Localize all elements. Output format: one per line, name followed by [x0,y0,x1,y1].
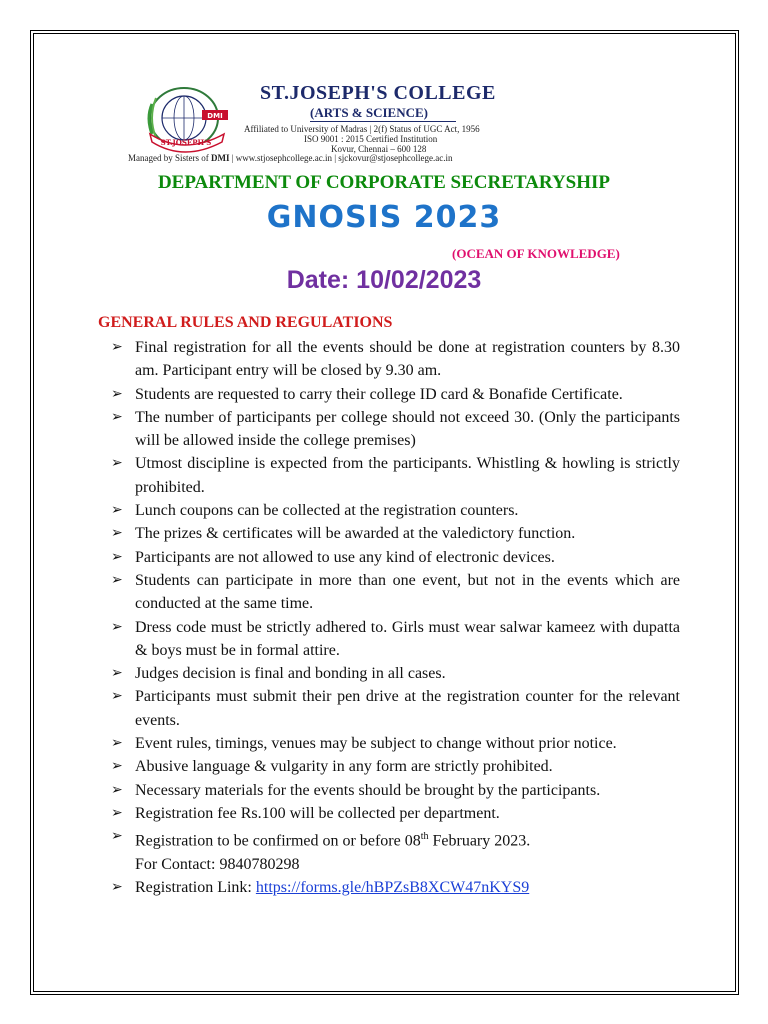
rules-heading: GENERAL RULES AND REGULATIONS [98,314,393,331]
bullet-arrow-icon: ➢ [111,805,123,821]
bullet-arrow-icon: ➢ [111,736,123,752]
college-subtitle-underline [310,121,456,122]
rule-item [105,802,680,825]
rule-item-registration [105,876,680,899]
bullet-arrow-icon: ➢ [111,409,123,425]
rule-item-confirmation [105,825,680,876]
rule-text: Registration fee Rs.100 will be collected per department. [135,804,500,822]
affiliation-line-2: ISO 9001 : 2015 Certified Institution [304,134,438,144]
rule-text: Participants must submit their pen drive at the registration counter for the relevant events. [135,688,680,729]
rule-text: Final registration for all the events should be done at registration counters by 8.30 am. Participant entry will be closed by 9.30 am. [135,339,680,380]
rule-item [105,662,680,685]
rule-text: Judges decision is final and bonding in all cases. [135,665,446,683]
bullet-arrow-icon: ➢ [111,456,123,472]
rule-text: The number of participants per college should not exceed 30. (Only the participants will be allowed inside the college premises) [135,408,680,450]
bullet-arrow-icon: ➢ [111,549,123,565]
confirm-text-ordinal: th [420,831,429,843]
bullet-arrow-icon: ➢ [111,689,123,705]
bullet-arrow-icon: ➢ [111,880,123,896]
rule-text: Lunch coupons can be collected at the registration counters. [135,502,519,520]
rules-list [105,336,680,899]
rule-item [105,499,680,522]
college-logo [142,84,252,154]
rule-text: Students are requested to carry their college ID card & Bonafide Certificate. [135,385,623,403]
managed-by-prefix: Managed by Sisters of [128,153,211,163]
rule-item [105,383,680,406]
registration-label: Registration Link: [135,879,256,897]
logo-dmi-text: DMI [207,112,223,120]
rule-text: Participants are not allowed to use any kind of electronic devices. [135,548,555,566]
affiliation-line-4 [128,153,453,163]
registration-link[interactable]: https://forms.gle/hBPZsB8XCW47nKYS9 [255,879,530,897]
bullet-arrow-icon: ➢ [111,503,123,519]
bullet-arrow-icon: ➢ [111,666,123,682]
affiliation-line-1: Affiliated to University of Madras | 2(f) Status of UGC Act, 1956 [244,124,480,134]
rule-item [105,616,680,663]
contact-number: For Contact: 9840780298 [135,855,300,873]
event-tagline: (OCEAN OF KNOWLEDGE) [452,246,620,261]
rule-text: The prizes & certificates will be awarded at the valedictory function. [135,525,576,543]
rule-text: Necessary materials for the events should be brought by the participants. [135,781,601,799]
logo-banner-text: ST.JOSEPH'S [160,138,212,147]
bullet-arrow-icon: ➢ [111,386,123,402]
college-header [128,82,656,163]
confirm-text-prefix: Registration to be confirmed on or before 08 [135,832,421,850]
rule-item [105,685,680,732]
rule-item [105,406,680,453]
managed-by-dmi: DMI [211,153,230,163]
event-title: GNOSIS 2023 [266,200,502,235]
bullet-arrow-icon: ➢ [111,759,123,775]
rule-item [105,732,680,755]
rule-item [105,522,680,545]
rule-item [105,546,680,569]
rule-item [105,569,680,616]
contact-web-email: | www.stjosephcollege.ac.in | sjckovur@stjosephcollege.ac.in [229,153,453,163]
affiliation-line-3: Kovur, Chennai – 600 128 [331,144,427,154]
event-date: Date: 10/02/2023 [286,266,482,294]
bullet-arrow-icon: ➢ [111,340,123,355]
college-name: ST.JOSEPH'S COLLEGE [260,82,496,104]
bullet-arrow-icon: ➢ [111,782,123,798]
rule-item [105,755,680,778]
rule-text: Dress code must be strictly adhered to. Girls must wear salwar kameez with dupatta & boys must be in formal attire. [135,618,680,659]
rule-item [105,452,680,499]
confirm-text-suffix: February 2023. [428,832,531,850]
rule-text: Students can participate in more than one event, but not in the events which are conducted at the same time. [135,571,680,613]
bullet-arrow-icon: ➢ [111,619,123,635]
rule-item [105,336,680,383]
bullet-arrow-icon: ➢ [111,526,123,542]
rule-text: Event rules, timings, venues may be subject to change without prior notice. [135,735,617,753]
bullet-arrow-icon: ➢ [111,829,123,845]
department-title: DEPARTMENT OF CORPORATE SECRETARYSHIP [157,172,611,193]
rule-text: Utmost discipline is expected from the participants. Whistling & howling is strictly prohibited. [135,455,680,496]
college-subtitle: (ARTS & SCIENCE) [310,105,429,120]
rule-item [105,779,680,802]
rule-text: Abusive language & vulgarity in any form are strictly prohibited. [135,758,553,776]
bullet-arrow-icon: ➢ [111,572,123,588]
